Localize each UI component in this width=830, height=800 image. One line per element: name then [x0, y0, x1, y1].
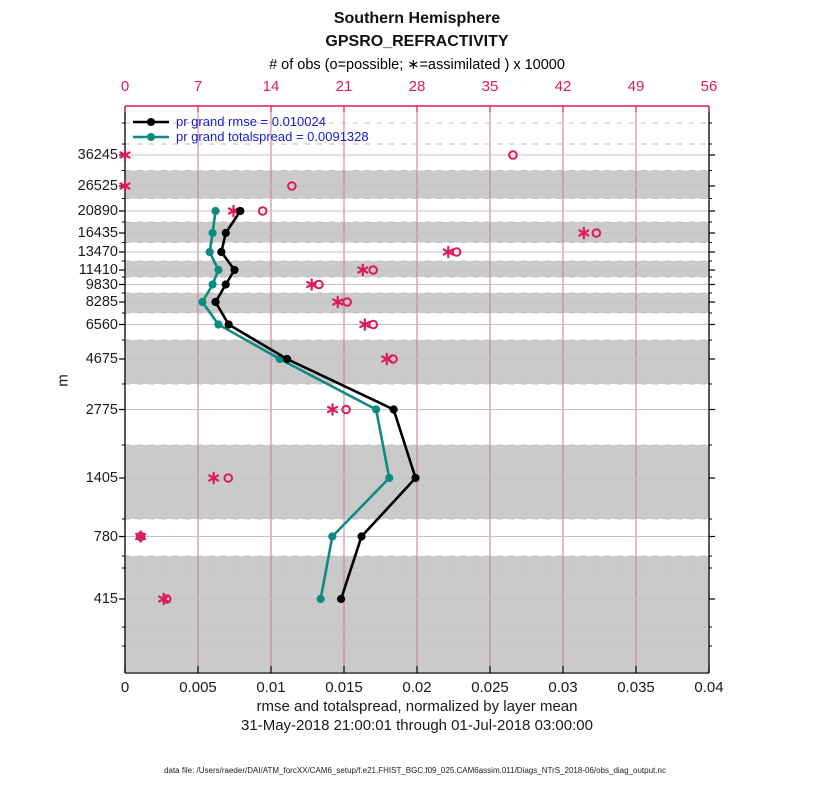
top-axis-tick-label: 42 — [554, 78, 572, 95]
top-axis-label: # of obs (o=possible; ∗=assimilated ) x 10000 — [269, 57, 565, 73]
top-axis-tick-label: 56 — [700, 78, 718, 95]
y-axis-tick-label: 2775 — [85, 401, 118, 418]
y-axis-tick-label: 36245 — [77, 147, 118, 163]
y-axis-tick-label: 16435 — [77, 225, 118, 241]
totalspread-marker — [317, 595, 325, 603]
legend-line-sample — [133, 131, 169, 143]
bottom-axis-tick-label: 0.035 — [617, 679, 655, 696]
y-axis-tick-label: 20890 — [77, 203, 118, 219]
top-axis-tick-label: 35 — [481, 78, 499, 95]
totalspread-marker — [198, 298, 206, 306]
top-axis-tick-label: 14 — [262, 78, 280, 95]
top-axis-tick-label: 49 — [627, 78, 645, 95]
y-axis-tick-label: 8285 — [85, 294, 118, 310]
plot-title-region: Southern Hemisphere — [333, 10, 501, 27]
top-axis-tick-label: 0 — [120, 78, 130, 95]
rmse-marker — [211, 298, 219, 306]
x-axis-label: rmse and totalspread, normalized by layer mean — [256, 698, 578, 715]
y-axis-tick-label: 13470 — [77, 244, 118, 260]
rmse-marker — [222, 280, 230, 288]
rmse-marker — [390, 405, 398, 413]
x-axis-time-span: 31-May-2018 21:00:01 through 01-Jul-2018 03:00:00 — [241, 717, 593, 734]
legend-line-sample — [133, 116, 169, 128]
rmse-marker — [357, 532, 365, 540]
bottom-axis-tick-label: 0.01 — [256, 679, 286, 696]
rmse-marker — [217, 248, 225, 256]
rmse-marker — [222, 229, 230, 237]
bottom-axis-tick-label: 0 — [120, 679, 130, 696]
bottom-axis-tick-label: 0.04 — [694, 679, 724, 696]
y-axis-tick-label: 1405 — [85, 470, 118, 486]
legend — [133, 114, 369, 144]
totalspread-marker — [209, 229, 217, 237]
plot-title-variable: GPSRO_REFRACTIVITY — [325, 33, 509, 50]
bottom-axis-tick-label: 0.025 — [471, 679, 509, 696]
y-axis-tick-label: 780 — [93, 528, 118, 545]
totalspread-marker — [372, 405, 380, 413]
top-axis-tick-label: 28 — [408, 78, 426, 95]
totalspread-marker — [211, 207, 219, 215]
top-axis-tick-label: 21 — [335, 78, 353, 95]
bottom-axis-tick-label: 0.005 — [179, 679, 217, 696]
legend-label: pr grand rmse = 0.010024 — [176, 114, 326, 129]
bottom-axis-tick-label: 0.02 — [402, 679, 432, 696]
legend-entry — [133, 129, 369, 144]
totalspread-marker — [206, 248, 214, 256]
rmse-marker — [411, 474, 419, 482]
y-axis-tick-label: 26525 — [77, 178, 118, 194]
legend-entry — [133, 114, 369, 129]
totalspread-marker — [328, 532, 336, 540]
y-axis-label: m — [54, 374, 72, 387]
rmse-marker — [337, 595, 345, 603]
y-axis-tick-label: 9830 — [85, 276, 118, 293]
legend-label: pr grand totalspread = 0.0091328 — [176, 129, 369, 144]
data-file-path: data file: /Users/raeder/DAI/ATM_forcXX/CAM6_setup/f.e21.FHIST_BGC.f09_025.CAM6assim.011/Diags_NTrS_2018-06/obs_diag_output.nc — [164, 766, 666, 775]
totalspread-marker — [209, 280, 217, 288]
y-axis-tick-label: 6560 — [85, 316, 118, 333]
totalspread-marker — [214, 266, 222, 274]
totalspread-marker — [214, 320, 222, 328]
rmse-marker — [283, 355, 291, 363]
rmse-marker — [236, 207, 244, 215]
bottom-axis-tick-label: 0.015 — [325, 679, 363, 696]
totalspread-marker — [385, 474, 393, 482]
y-axis-tick-label: 4675 — [85, 351, 118, 367]
y-axis-tick-label: 415 — [93, 591, 118, 607]
bottom-axis-tick-label: 0.03 — [548, 679, 578, 696]
y-axis-tick-label: 11410 — [78, 262, 118, 278]
rmse-marker — [230, 266, 238, 274]
top-axis-tick-label: 7 — [193, 78, 203, 95]
rmse-marker — [225, 320, 233, 328]
